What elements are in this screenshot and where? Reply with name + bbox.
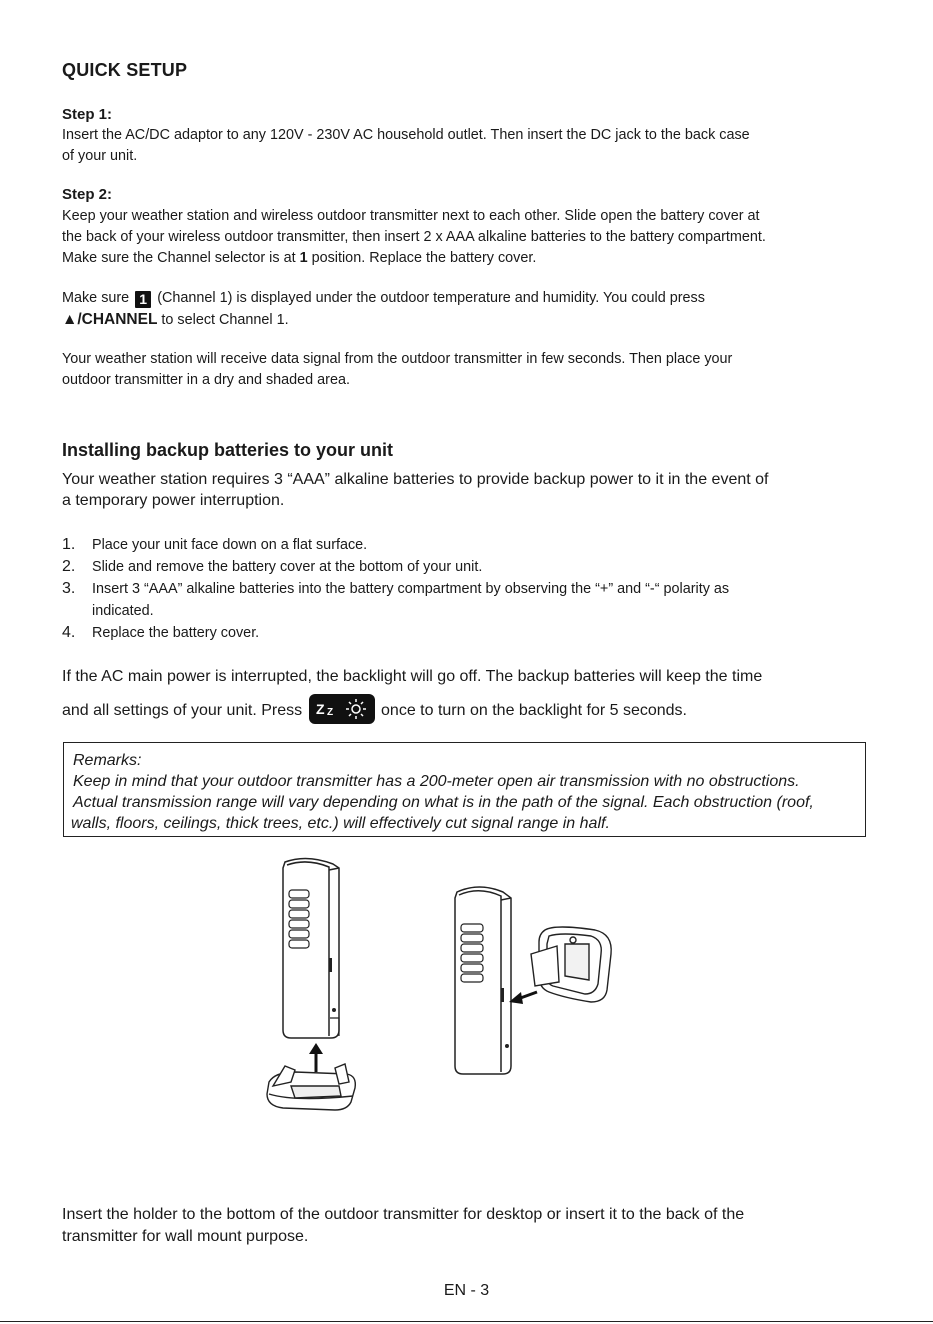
holder-line2: transmitter for wall mount purpose. (62, 1228, 309, 1245)
step1-line2: of your unit. (62, 148, 138, 164)
step2-line3-post: position. Replace the battery cover. (307, 250, 537, 266)
step2-line3 (62, 248, 536, 269)
backup-step-3-cont: indicated. (92, 603, 154, 619)
signal-line1: Your weather station will receive data signal from the outdoor transmitter in few seconds. Then place your (62, 351, 733, 367)
transmitter-wall-illustration (445, 880, 620, 1080)
step-number: 1. (62, 536, 76, 553)
step-number: 2. (62, 558, 76, 575)
channel-line2 (62, 309, 289, 331)
backup-step-3 (62, 578, 729, 600)
snooze-light-glyph (309, 694, 375, 724)
channel-post2: to select Channel 1. (157, 312, 289, 328)
step-text: Insert 3 “AAA” alkaline batteries into the battery compartment by observing the “+” and “-“ polarity as (92, 581, 730, 597)
channel-pre: Make sure (62, 290, 130, 306)
holder-line1: Insert the holder to the bottom of the outdoor transmitter for desktop or insert it to the back of the (62, 1206, 745, 1223)
channel-post: (Channel 1) is displayed under the outdoor temperature and humidity. You could press (157, 290, 705, 306)
step2-line2: the back of your wireless outdoor transmitter, then insert 2 x AAA alkaline batteries to the battery compartment. (62, 229, 766, 245)
step-number: 4. (62, 624, 76, 641)
backup-intro2: a temporary power interruption. (62, 492, 285, 509)
backup-step-1 (62, 534, 367, 556)
step-number: 3. (62, 580, 76, 597)
transmitter-desktop-illustration (255, 850, 375, 1120)
step2-line1: Keep your weather station and wireless outdoor transmitter next to each other. Slide open the battery cover at (62, 208, 760, 224)
remarks-box (63, 742, 866, 837)
page-title: QUICK SETUP (62, 60, 188, 80)
power-line1: If the AC main power is interrupted, the backlight will go off. The backup batteries will keep the time (62, 668, 763, 685)
remarks-label: Remarks: (73, 752, 142, 769)
step-text: Slide and remove the battery cover at the bottom of your unit. (92, 559, 483, 575)
backup-step-2 (62, 556, 482, 578)
backup-heading: Installing backup batteries to your unit (62, 440, 394, 460)
svg-text:Z: Z (326, 707, 333, 718)
power-line2-post: once to turn on the backlight for 5 seconds. (381, 702, 687, 719)
step2-line3-bold: 1 (299, 250, 308, 266)
step2-heading: Step 2: (62, 186, 113, 203)
power-line2 (62, 694, 687, 724)
svg-text:Z: Z (315, 701, 325, 717)
channel-line1 (62, 288, 705, 309)
step1-heading: Step 1: (62, 106, 113, 123)
step-text: Place your unit face down on a flat surface. (92, 537, 368, 553)
snooze-light-button-icon (309, 694, 375, 724)
backup-intro1: Your weather station requires 3 “AAA” alkaline batteries to provide backup power to it in the event of (62, 471, 769, 488)
step2-line3-pre: Make sure the Channel selector is at (62, 250, 300, 266)
remarks-line3: walls, floors, ceilings, thick trees, etc.) will effectively cut signal range in half. (71, 815, 610, 832)
channel-button-label: ▲/CHANNEL (62, 311, 158, 328)
footer-rule (0, 1321, 933, 1322)
channel-1-icon: 1 (135, 291, 151, 308)
remarks-line1: Keep in mind that your outdoor transmitter has a 200-meter open air transmission with no obstructions. (73, 773, 800, 790)
signal-line2: outdoor transmitter in a dry and shaded area. (62, 372, 350, 388)
power-line2-pre: and all settings of your unit. Press (62, 702, 303, 719)
step-text: Replace the battery cover. (92, 625, 260, 641)
step1-line1: Insert the AC/DC adaptor to any 120V - 230V AC household outlet. Then insert the DC jack to the back case (62, 127, 750, 143)
page-number: EN - 3 (443, 1282, 490, 1299)
backup-step-4 (62, 622, 259, 644)
remarks-line2: Actual transmission range will vary depending on what is in the path of the signal. Each obstruction (roof, (73, 794, 814, 811)
